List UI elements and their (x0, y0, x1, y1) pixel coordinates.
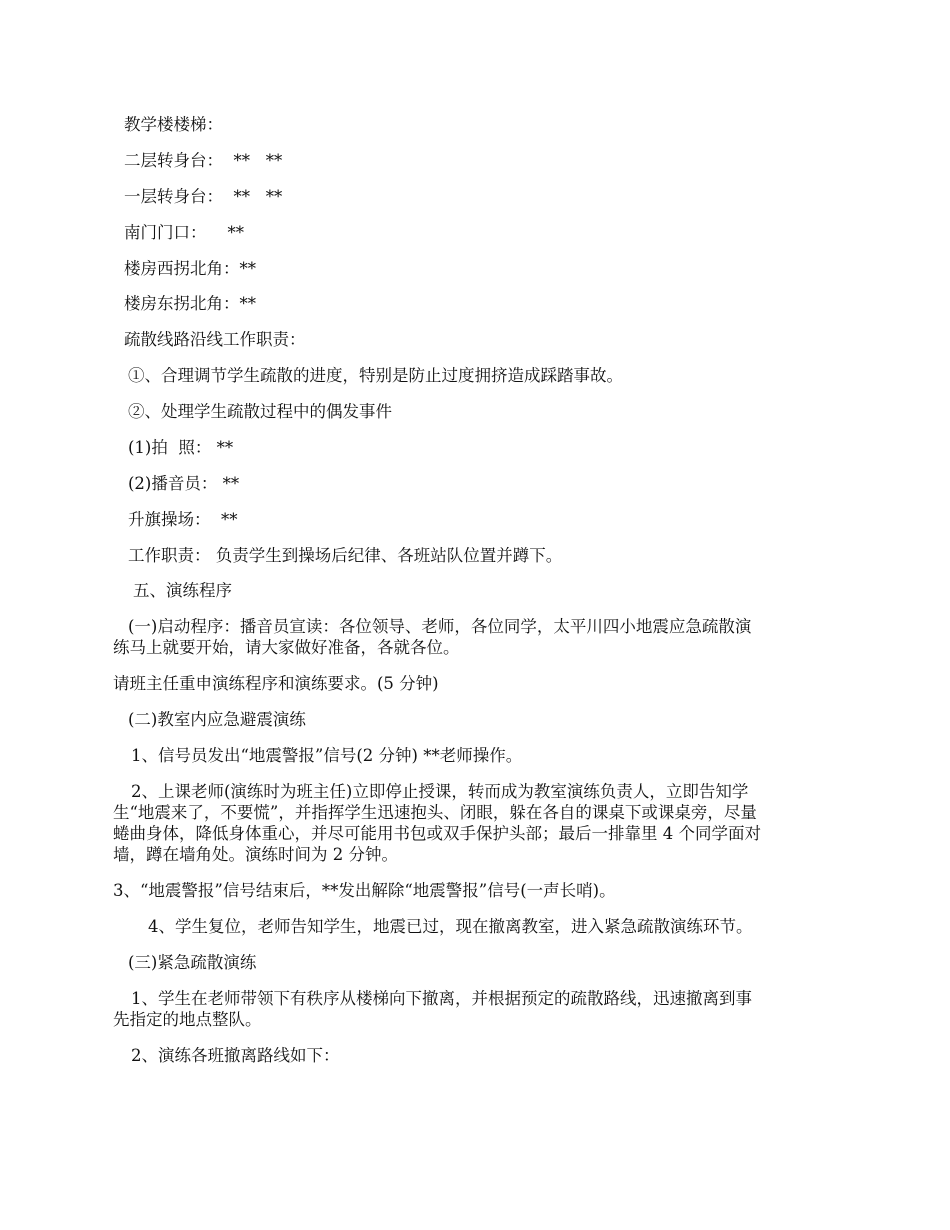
para-teacher-cont (113, 802, 761, 865)
para-startup-cont (113, 637, 460, 658)
para-teacher-line-3: 蜷曲身体，降低身体重心，并尽可能用书包或双手保护头部；最后一排靠里 4 个同学面对 (113, 824, 761, 843)
para-reset: 4、学生复位，老师告知学生，地震已过，现在撤离教室，进入紧急疏散演练环节。 (148, 917, 753, 936)
line-stair-title: 教学楼楼梯： (124, 115, 223, 134)
para-teacher (131, 781, 748, 802)
line-route-duties-title: 疏散线路沿线工作职责： (124, 330, 306, 349)
line-west-corner: 楼房西拐北角：** (124, 259, 256, 278)
para-startup-line-2: 练马上就要开始，请大家做好准备，各就各位。 (113, 638, 460, 657)
line-announcer: (2)播音员： ** (128, 474, 240, 493)
line-field-duties: 工作职责： 负责学生到操场后纪律、各班站队位置并蹲下。 (128, 546, 563, 565)
para-evacuate-line-2: 先指定的地点整队。 (113, 1010, 262, 1029)
line-south-gate: 南门门口： ** (124, 223, 244, 242)
line-photographer: (1)拍 照： ** (128, 438, 234, 457)
line-floor1-landing: 一层转身台： ** ** (124, 187, 283, 206)
para-evacuate-line-1: 1、学生在老师带领下有秩序从楼梯向下撤离，并根据预定的疏散路线，迅速撤离到事 (131, 989, 752, 1008)
para-teacher-line-2: 生“地震来了，不要慌”，并指挥学生迅速抱头、闭眼，躲在各自的课桌下或课桌旁，尽量 (113, 803, 757, 822)
line-flag-field: 升旗操场： ** (128, 510, 238, 529)
para-teacher-line-1: 2、上课老师(演练时为班主任)立即停止授课，转而成为教室演练负责人，立即告知学 (131, 782, 749, 801)
line-floor2-landing: 二层转身台： ** ** (124, 151, 283, 170)
section-classroom-drill: (二)教室内应急避震演练 (128, 710, 306, 729)
line-east-corner: 楼房东拐北角：** (124, 294, 256, 313)
para-headteacher: 请班主任重申演练程序和演练要求。(5 分钟) (113, 674, 439, 693)
para-alarm-end: 3、“地震警报”信号结束后，**发出解除“地震警报”信号(一声长哨)。 (113, 881, 616, 900)
para-evacuate-cont (113, 1009, 262, 1030)
para-evacuate (131, 988, 752, 1009)
para-teacher-line-4: 墙，蹲在墙角处。演练时间为 2 分钟。 (113, 845, 398, 864)
para-startup-line-1: (一)启动程序：播音员宣读：各位领导、老师，各位同学，太平川四小地震应急疏散演 (128, 617, 752, 636)
para-routes: 2、演练各班撤离路线如下： (131, 1046, 340, 1065)
para-signal: 1、信号员发出“地震警报”信号(2 分钟) **老师操作。 (131, 746, 523, 765)
line-duty-2: ②、处理学生疏散过程中的偶发事件 (128, 402, 392, 421)
line-duty-1: ①、合理调节学生疏散的进度，特别是防止过度拥挤造成踩踏事故。 (128, 366, 623, 385)
para-startup (128, 616, 751, 637)
section-evacuation-drill: (三)紧急疏散演练 (128, 953, 257, 972)
section-drill-procedure: 五、演练程序 (133, 581, 232, 600)
